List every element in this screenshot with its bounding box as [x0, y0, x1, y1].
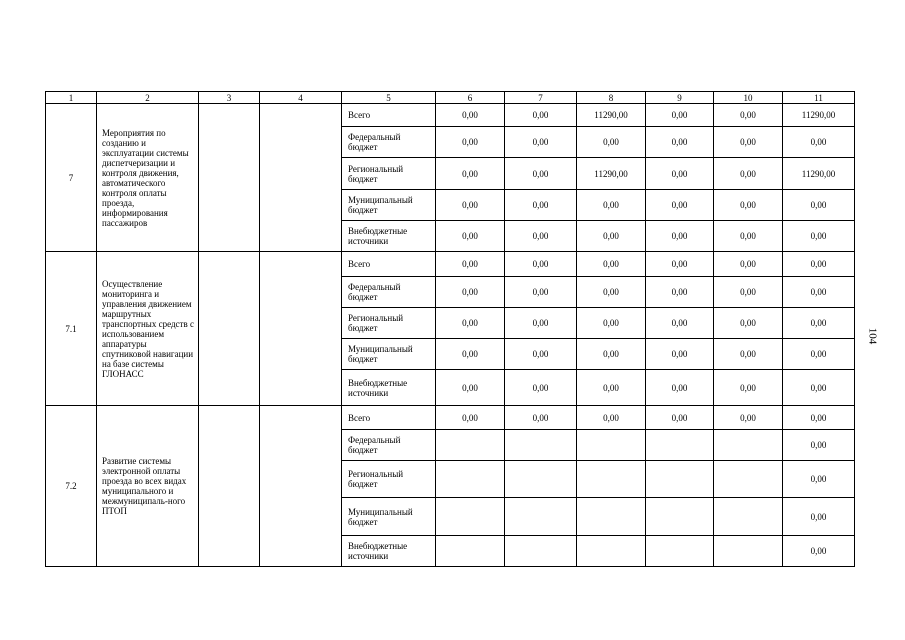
amount-cell — [714, 430, 783, 461]
amount-cell: 0,00 — [646, 104, 714, 127]
amount-cell: 0,00 — [646, 277, 714, 308]
amount-cell: 0,00 — [505, 277, 577, 308]
column-header: 1 — [46, 92, 97, 104]
amount-cell: 0,00 — [646, 252, 714, 277]
amount-cell: 0,00 — [646, 158, 714, 190]
column-header: 6 — [436, 92, 505, 104]
amount-cell: 0,00 — [714, 406, 783, 430]
column-header: 4 — [260, 92, 342, 104]
table-body — [46, 92, 855, 567]
amount-cell: 0,00 — [577, 127, 646, 158]
amount-cell: 0,00 — [436, 190, 505, 221]
amount-cell: 0,00 — [505, 158, 577, 190]
amount-cell: 0,00 — [505, 339, 577, 370]
amount-cell: 0,00 — [714, 221, 783, 252]
item-name: Осуществление мониторинга и управления движением маршрутных транспортных средств с использованием аппаратуры спутниковой навигации на базе системы ГЛОНАСС — [97, 252, 199, 406]
column-header: 9 — [646, 92, 714, 104]
amount-cell: 0,00 — [436, 158, 505, 190]
amount-cell: 0,00 — [505, 406, 577, 430]
amount-cell: 11290,00 — [783, 104, 855, 127]
amount-cell: 0,00 — [783, 370, 855, 406]
amount-cell: 0,00 — [505, 252, 577, 277]
amount-cell: 0,00 — [646, 308, 714, 339]
amount-cell: 0,00 — [714, 127, 783, 158]
amount-cell: 0,00 — [714, 190, 783, 221]
amount-cell: 0,00 — [577, 406, 646, 430]
funding-source: Внебюджетные источники — [342, 221, 436, 252]
amount-cell: 0,00 — [714, 339, 783, 370]
amount-cell: 11290,00 — [783, 158, 855, 190]
amount-cell — [577, 461, 646, 498]
amount-cell: 0,00 — [646, 221, 714, 252]
amount-cell: 0,00 — [436, 221, 505, 252]
amount-cell: 0,00 — [783, 277, 855, 308]
amount-cell: 0,00 — [714, 252, 783, 277]
table-row — [46, 252, 855, 277]
amount-cell — [577, 536, 646, 567]
amount-cell: 0,00 — [714, 277, 783, 308]
amount-cell: 0,00 — [714, 370, 783, 406]
amount-cell: 0,00 — [505, 370, 577, 406]
amount-cell — [714, 461, 783, 498]
amount-cell: 0,00 — [436, 104, 505, 127]
amount-cell: 0,00 — [436, 252, 505, 277]
funding-source: Федеральный бюджет — [342, 127, 436, 158]
amount-cell: 0,00 — [783, 308, 855, 339]
column-4-cell — [260, 104, 342, 252]
amount-cell: 0,00 — [783, 127, 855, 158]
funding-source: Муниципальный бюджет — [342, 498, 436, 536]
amount-cell: 0,00 — [646, 370, 714, 406]
column-3-cell — [199, 252, 260, 406]
budget-table — [45, 91, 855, 567]
amount-cell — [505, 430, 577, 461]
table-row — [46, 406, 855, 430]
amount-cell — [436, 461, 505, 498]
funding-source: Муниципальный бюджет — [342, 190, 436, 221]
amount-cell: 0,00 — [505, 127, 577, 158]
amount-cell: 0,00 — [783, 430, 855, 461]
column-header: 5 — [342, 92, 436, 104]
amount-cell: 0,00 — [577, 308, 646, 339]
amount-cell — [714, 498, 783, 536]
amount-cell: 0,00 — [783, 221, 855, 252]
amount-cell: 0,00 — [577, 339, 646, 370]
amount-cell — [436, 430, 505, 461]
item-name: Развитие системы электронной оплаты проезда во всех видах муниципального и межмуниципаль-ного ПТОП — [97, 406, 199, 567]
column-4-cell — [260, 252, 342, 406]
amount-cell: 0,00 — [783, 339, 855, 370]
amount-cell: 0,00 — [436, 339, 505, 370]
funding-source: Региональный бюджет — [342, 461, 436, 498]
amount-cell: 0,00 — [577, 277, 646, 308]
amount-cell: 0,00 — [505, 104, 577, 127]
amount-cell: 0,00 — [436, 370, 505, 406]
funding-source: Всего — [342, 406, 436, 430]
table-row — [46, 104, 855, 127]
funding-source: Федеральный бюджет — [342, 277, 436, 308]
funding-source: Внебюджетные источники — [342, 536, 436, 567]
amount-cell — [577, 498, 646, 536]
page-number: 104 — [866, 327, 879, 345]
amount-cell: 0,00 — [783, 461, 855, 498]
amount-cell: 0,00 — [646, 190, 714, 221]
item-name: Мероприятия по созданию и эксплуатации системы диспетчеризации и контроля движения, автоматического контроля оплаты проезда, информирования пассажиров — [97, 104, 199, 252]
amount-cell: 0,00 — [783, 190, 855, 221]
column-header: 3 — [199, 92, 260, 104]
amount-cell: 0,00 — [783, 406, 855, 430]
column-header: 8 — [577, 92, 646, 104]
amount-cell: 0,00 — [505, 221, 577, 252]
column-number-row — [46, 92, 855, 104]
amount-cell: 11290,00 — [577, 158, 646, 190]
amount-cell: 11290,00 — [577, 104, 646, 127]
amount-cell: 0,00 — [577, 252, 646, 277]
amount-cell: 0,00 — [577, 190, 646, 221]
amount-cell: 0,00 — [714, 308, 783, 339]
amount-cell: 0,00 — [783, 498, 855, 536]
amount-cell — [505, 536, 577, 567]
funding-source: Федеральный бюджет — [342, 430, 436, 461]
amount-cell — [577, 430, 646, 461]
column-header: 7 — [505, 92, 577, 104]
amount-cell: 0,00 — [505, 190, 577, 221]
item-number: 7.1 — [46, 252, 97, 406]
amount-cell: 0,00 — [714, 158, 783, 190]
column-header: 2 — [97, 92, 199, 104]
amount-cell — [646, 461, 714, 498]
funding-source: Региональный бюджет — [342, 308, 436, 339]
amount-cell: 0,00 — [436, 277, 505, 308]
column-3-cell — [199, 406, 260, 567]
amount-cell: 0,00 — [646, 127, 714, 158]
amount-cell — [646, 498, 714, 536]
amount-cell: 0,00 — [714, 104, 783, 127]
amount-cell: 0,00 — [783, 252, 855, 277]
funding-source: Региональный бюджет — [342, 158, 436, 190]
amount-cell — [436, 536, 505, 567]
funding-source: Всего — [342, 104, 436, 127]
amount-cell: 0,00 — [436, 308, 505, 339]
column-header: 11 — [783, 92, 855, 104]
amount-cell — [646, 536, 714, 567]
amount-cell: 0,00 — [783, 536, 855, 567]
column-4-cell — [260, 406, 342, 567]
column-3-cell — [199, 104, 260, 252]
funding-source: Внебюджетные источники — [342, 370, 436, 406]
amount-cell — [714, 536, 783, 567]
amount-cell: 0,00 — [436, 406, 505, 430]
amount-cell — [436, 498, 505, 536]
amount-cell — [646, 430, 714, 461]
amount-cell — [505, 461, 577, 498]
amount-cell: 0,00 — [646, 339, 714, 370]
item-number: 7.2 — [46, 406, 97, 567]
amount-cell: 0,00 — [577, 221, 646, 252]
amount-cell: 0,00 — [577, 370, 646, 406]
funding-source: Муниципальный бюджет — [342, 339, 436, 370]
amount-cell: 0,00 — [436, 127, 505, 158]
amount-cell: 0,00 — [505, 308, 577, 339]
amount-cell: 0,00 — [646, 406, 714, 430]
amount-cell — [505, 498, 577, 536]
item-number: 7 — [46, 104, 97, 252]
funding-source: Всего — [342, 252, 436, 277]
column-header: 10 — [714, 92, 783, 104]
